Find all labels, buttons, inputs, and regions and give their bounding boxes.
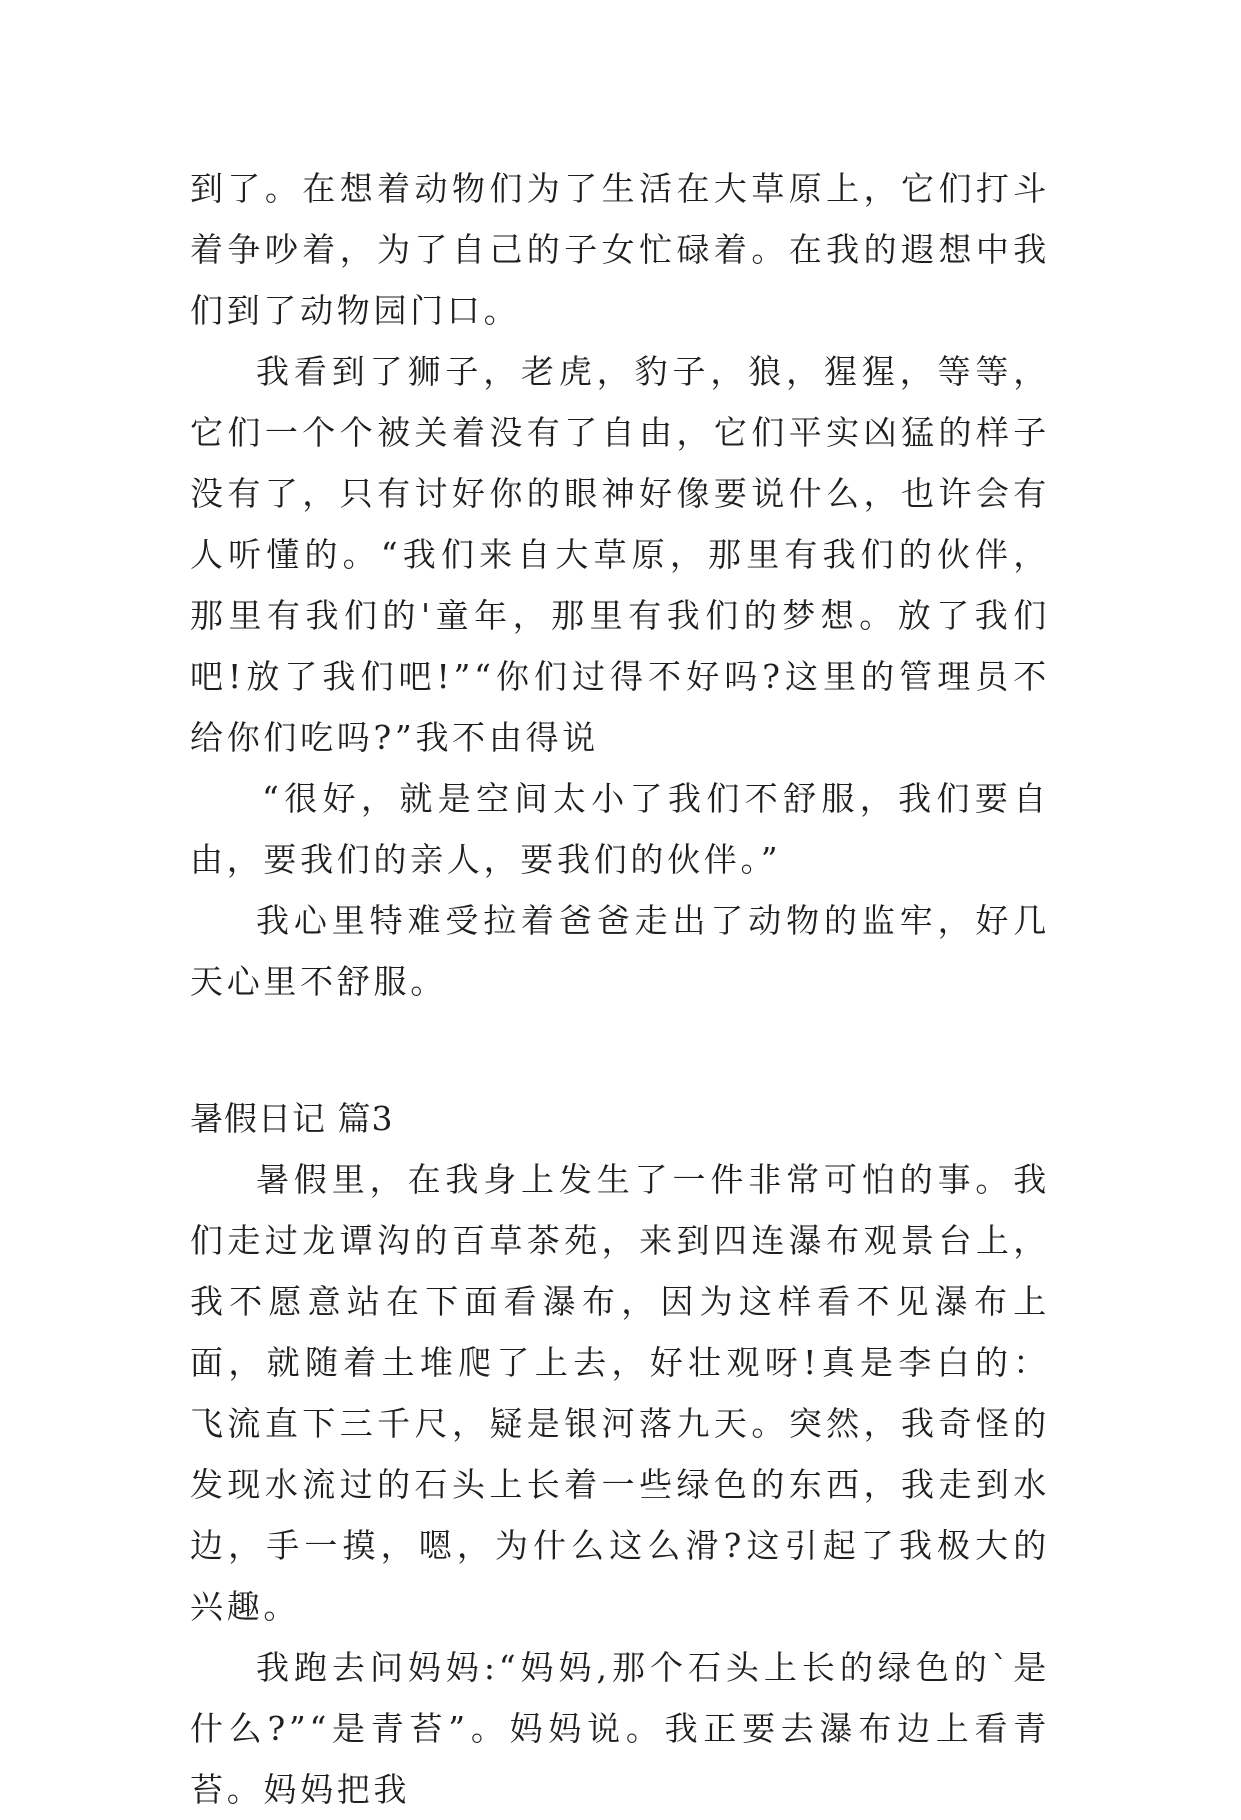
section-heading: 暑假日记 篇3 (190, 1099, 394, 1138)
paragraph-continuation: 到了。在想着动物们为了生活在大草原上，它们打斗着争吵着，为了自己的子女忙碌着。在我的遐想中我们到了动物园门口。 (190, 169, 1050, 330)
paragraph-moss: 我跑去问妈妈:“妈妈,那个石头上长的绿色的`是什么?”“是青苔”。妈妈说。我正要去瀑布边上看青苔。妈妈把我 (190, 1648, 1050, 1809)
paragraph-waterfall: 暑假里，在我身上发生了一件非常可怕的事。我们走过龙谭沟的百草茶苑，来到四连瀑布观景台上，我不愿意站在下面看瀑布，因为这样看不见瀑布上面，就随着土堆爬了上去，好壮观呀!真是李白的：飞流直下三千尺，疑是银河落九天。突然，我奇怪的发现水流过的石头上长着一些绿色的东西，我走到水边，手一摸，嗯，为什么这么滑?这引起了我极大的兴趣。 (190, 1160, 1050, 1626)
paragraph-animal-reply: “很好，就是空间太小了我们不舒服，我们要自由，要我们的亲人，要我们的伙伴。” (190, 779, 1050, 879)
paragraph-leaving-zoo: 我心里特难受拉着爸爸走出了动物的监牢，好几天心里不舒服。 (190, 901, 1050, 1001)
document-page (190, 158, 1050, 1820)
paragraph-zoo-animals: 我看到了狮子，老虎，豹子，狼，猩猩，等等，它们一个个被关着没有了自由，它们平实凶猛的样子没有了，只有讨好你的眼神好像要说什么，也许会有人听懂的。“我们来自大草原，那里有我们的伙伴，那里有我们的'童年，那里有我们的梦想。放了我们吧!放了我们吧!”“你们过得不好吗?这里的管理员不给你们吃吗?”我不由得说 (190, 352, 1050, 757)
